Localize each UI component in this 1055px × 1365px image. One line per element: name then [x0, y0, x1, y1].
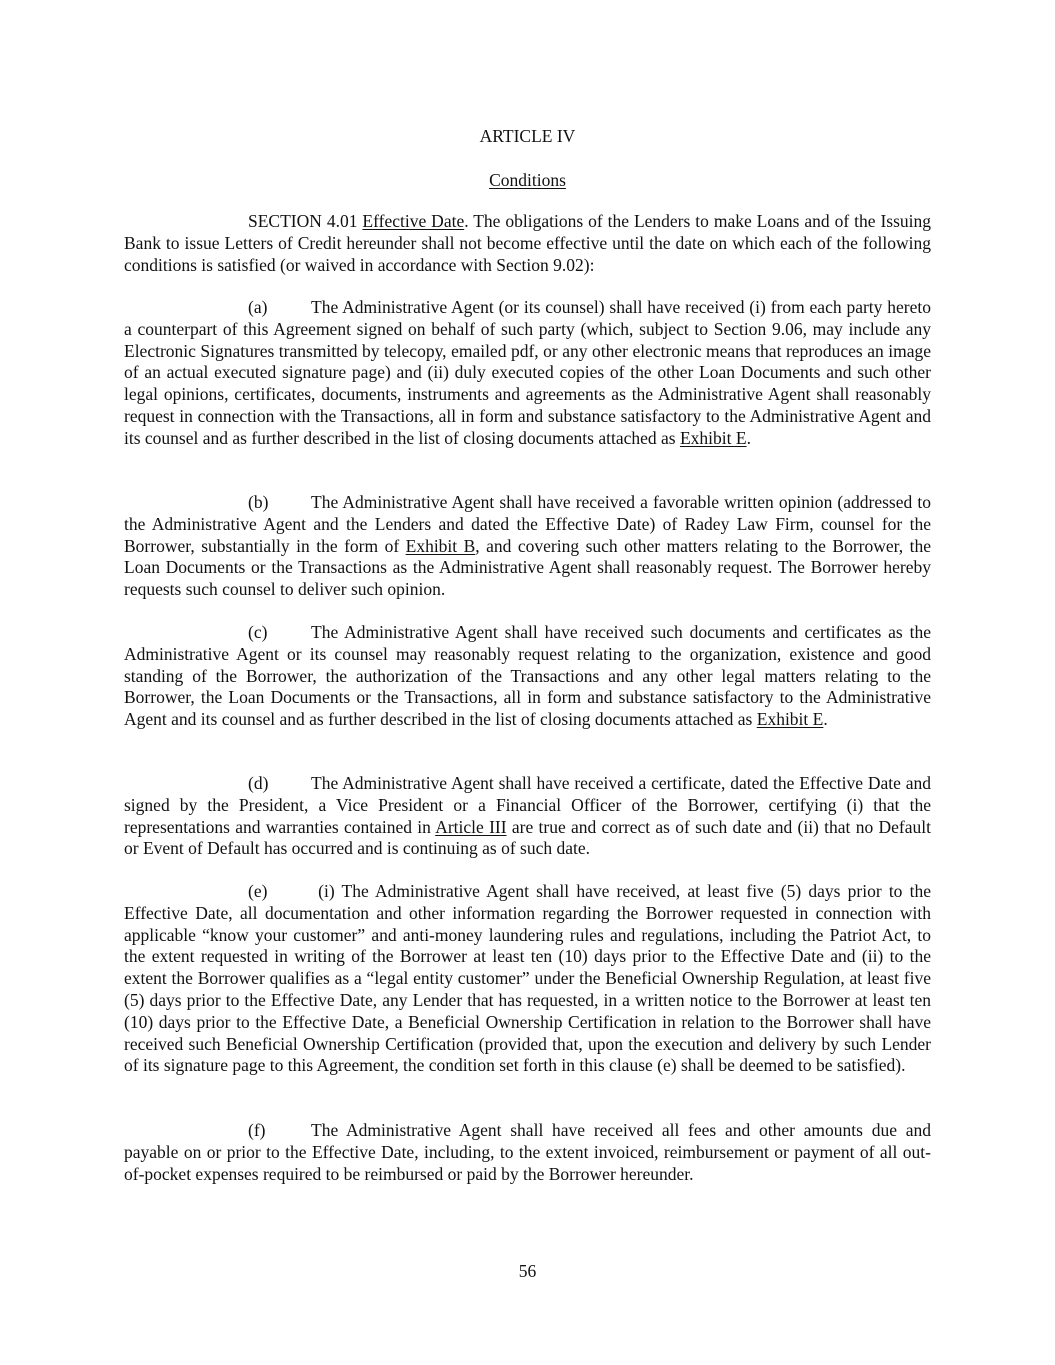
condition-f-paragraph [124, 1120, 931, 1185]
section-number: SECTION 4.01 [248, 211, 358, 231]
condition-a-tail: . [746, 427, 751, 448]
page-number: 56 [518, 1261, 537, 1281]
condition-a-paragraph [124, 297, 931, 450]
article-title: ARTICLE IV [479, 126, 576, 146]
condition-f-text: The Administrative Agent shall have received all fees and other amounts due and payable on or prior to the Effective Date, including, to the extent invoiced, reimbursement or payment of all out-of-pocket expenses required to be reimbursed or paid by the Borrower hereunder. [124, 1120, 931, 1184]
condition-e-paragraph [124, 881, 931, 1077]
condition-a-label: (a) [248, 297, 268, 317]
condition-c-text: The Administrative Agent shall have received such documents and certificates as the Administrative Agent or its counsel may reasonably request relating to the organization, existence and good standing of the Borrower, the authorization of the Transactions and any other legal matters relating to the Borrower, the Loan Documents or the Transactions, all in form and substance satisfactory to the Administrative Agent and its counsel and as further described in the list of closing documents attached as [124, 622, 931, 730]
exhibit-e-reference: Exhibit E [756, 709, 824, 730]
article-iii-reference: Article III [435, 816, 507, 837]
section-text: . The obligations of the Lenders to make Loans and of the Issuing Bank to issue Letters of Credit hereunder shall not become effective until the date on which each of the following conditions is satisfied (or waived in accordance with Section 9.02): [124, 211, 932, 275]
exhibit-b-reference: Exhibit B [405, 535, 476, 556]
condition-b-paragraph [124, 492, 931, 601]
condition-d-label: (d) [248, 773, 269, 793]
article-subtitle: Conditions [489, 170, 566, 190]
exhibit-e-reference: Exhibit E [679, 427, 747, 448]
condition-e-text: (i) The Administrative Agent shall have received, at least five (5) days prior to the Effective Date, all documentation and other information regarding the Borrower requested in connection with applicable “know your customer” and anti-money laundering rules and regulations, including the Patriot Act, to the extent requested in writing of the Borrower at least ten (10) days prior to the Effective Date and (ii) to the extent the Borrower qualifies as a “legal entity customer” under the Beneficial Ownership Regulation, at least five (5) days prior to the Effective Date, any Lender that has requested, in a written notice to the Borrower at least ten (10) days prior to the Effective Date, a Beneficial Ownership Certification in relation to the Borrower shall have received such Beneficial Ownership Certification (provided that, upon the execution and delivery by such Lender of its signature page to this Agreement, the condition set forth in this clause (e) shall be deemed to be satisfied). [124, 881, 931, 1076]
condition-b-text: The Administrative Agent shall have received a favorable written opinion (addressed to the Administrative Agent and the Lenders and dated the Effective Date) of Radey Law Firm, counsel for the Borrower, substantially in the form of [124, 492, 931, 556]
condition-d-text: The Administrative Agent shall have received a certificate, dated the Effective Date and signed by the President, a Vice President or a Financial Officer of the Borrower, certifying (i) that the representations and warranties contained in [124, 773, 931, 837]
condition-c-paragraph [124, 622, 931, 731]
section-heading: Effective Date [362, 211, 465, 231]
condition-a-text: The Administrative Agent (or its counsel) shall have received (i) from each party hereto a counterpart of this Agreement signed on behalf of such party (which, subject to Section 9.06, may include any Electronic Signatures transmitted by telecopy, emailed pdf, or any other electronic means that reproduces an image of an actual executed signature page) and (ii) duly executed copies of the other Loan Documents and such other legal opinions, certificates, documents, instruments and agreements as the Administrative Agent shall reasonably request in connection with the Transactions, all in form and substance satisfactory to the Administrative Agent and its counsel and as further described in the list of closing documents attached as [124, 297, 931, 448]
condition-c-label: (c) [248, 622, 268, 642]
condition-c-tail: . [823, 709, 828, 730]
condition-b-tail: , and covering such other matters relating to the Borrower, the Loan Documents or the Transactions as the Administrative Agent shall reasonably request. The Borrower hereby requests such counsel to deliver such opinion. [124, 535, 931, 600]
condition-b-label: (b) [248, 492, 269, 512]
condition-e-label: (e) [248, 881, 268, 901]
section-4-01-paragraph [124, 211, 931, 276]
condition-d-paragraph [124, 773, 931, 860]
condition-d-tail: are true and correct as of such date and (ii) that no Default or Event of Default has occurred and is continuing as of such date. [124, 816, 931, 859]
condition-f-label: (f) [248, 1120, 266, 1140]
